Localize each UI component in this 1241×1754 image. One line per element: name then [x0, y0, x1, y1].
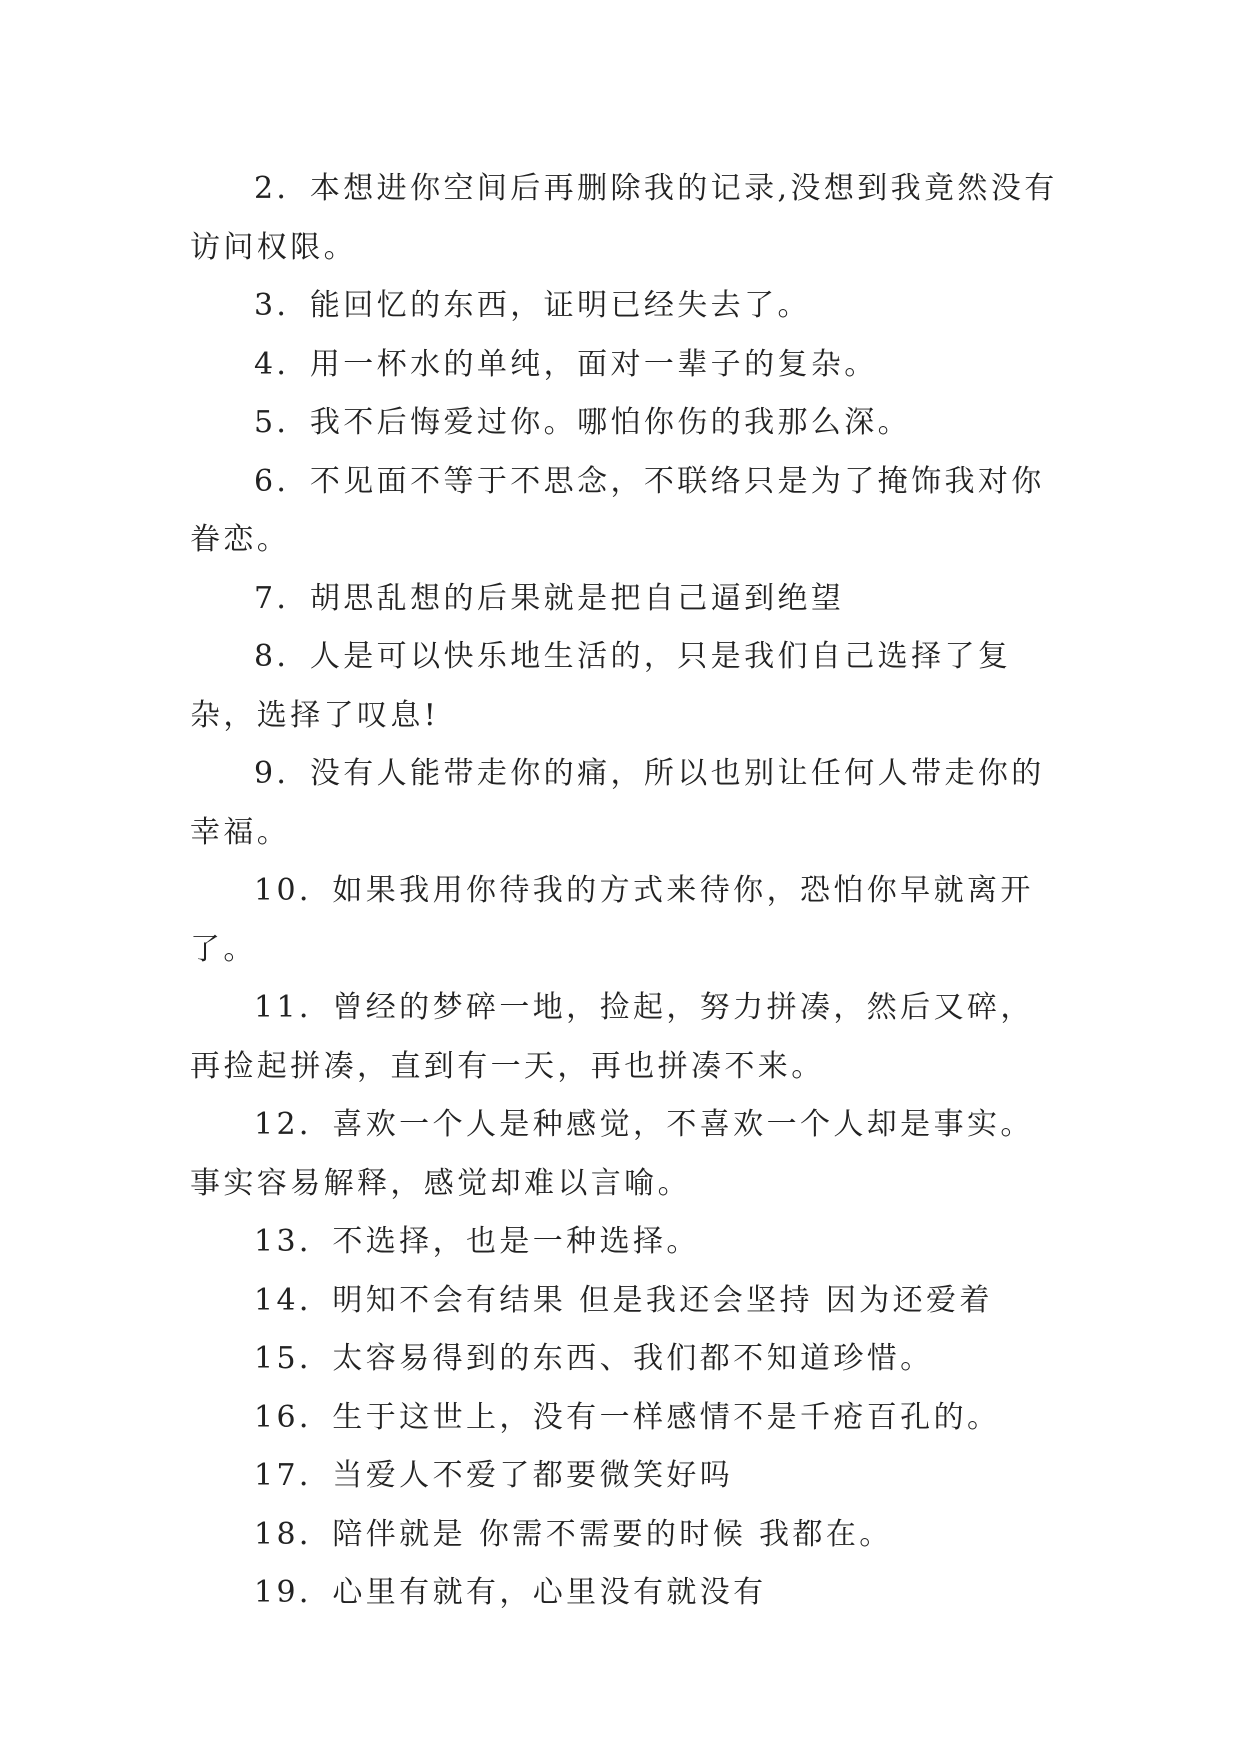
document-body — [190, 160, 1058, 1623]
list-item: 12．喜欢一个人是种感觉，不喜欢一个人却是事实。事实容易解释，感觉却难以言喻。 — [190, 1107, 1034, 1201]
list-item: 2．本想进你空间后再删除我的记录,没想到我竟然没有访问权限。 — [190, 171, 1058, 265]
list-item: 10．如果我用你待我的方式来待你，恐怕你早就离开了。 — [190, 873, 1034, 967]
list-item: 15．太容易得到的东西、我们都不知道珍惜。 — [254, 1341, 934, 1376]
list-item: 19．心里有就有，心里没有就没有 — [254, 1575, 767, 1610]
list-item: 14．明知不会有结果 但是我还会坚持 因为还爱着 — [254, 1282, 993, 1318]
list-item: 17．当爱人不爱了都要微笑好吗 — [254, 1458, 734, 1493]
list-item: 11．曾经的梦碎一地，捡起，努力拼凑，然后又碎，再捡起拼凑，直到有一天，再也拼凑不来。 — [190, 990, 1034, 1084]
list-item: 8．人是可以快乐地生活的，只是我们自己选择了复杂，选择了叹息! — [190, 639, 1012, 733]
list-item: 5．我不后悔爱过你。哪怕你伤的我那么深。 — [254, 405, 912, 440]
list-item: 18．陪伴就是 你需不需要的时候 我都在。 — [254, 1516, 893, 1552]
list-item: 3．能回忆的东西，证明已经失去了。 — [254, 288, 811, 323]
list-item: 6．不见面不等于不思念，不联络只是为了掩饰我对你眷恋。 — [190, 463, 1045, 557]
list-item: 16．生于这世上，没有一样感情不是千疮百孔的。 — [254, 1399, 1001, 1435]
list-item: 4．用一杯水的单纯，面对一辈子的复杂。 — [254, 346, 878, 382]
list-item: 7．胡思乱想的后果就是把自己逼到绝望 — [254, 580, 845, 616]
list-item: 9．没有人能带走你的痛，所以也别让任何人带走你的幸福。 — [190, 756, 1045, 850]
list-item: 13．不选择，也是一种选择。 — [254, 1224, 700, 1259]
